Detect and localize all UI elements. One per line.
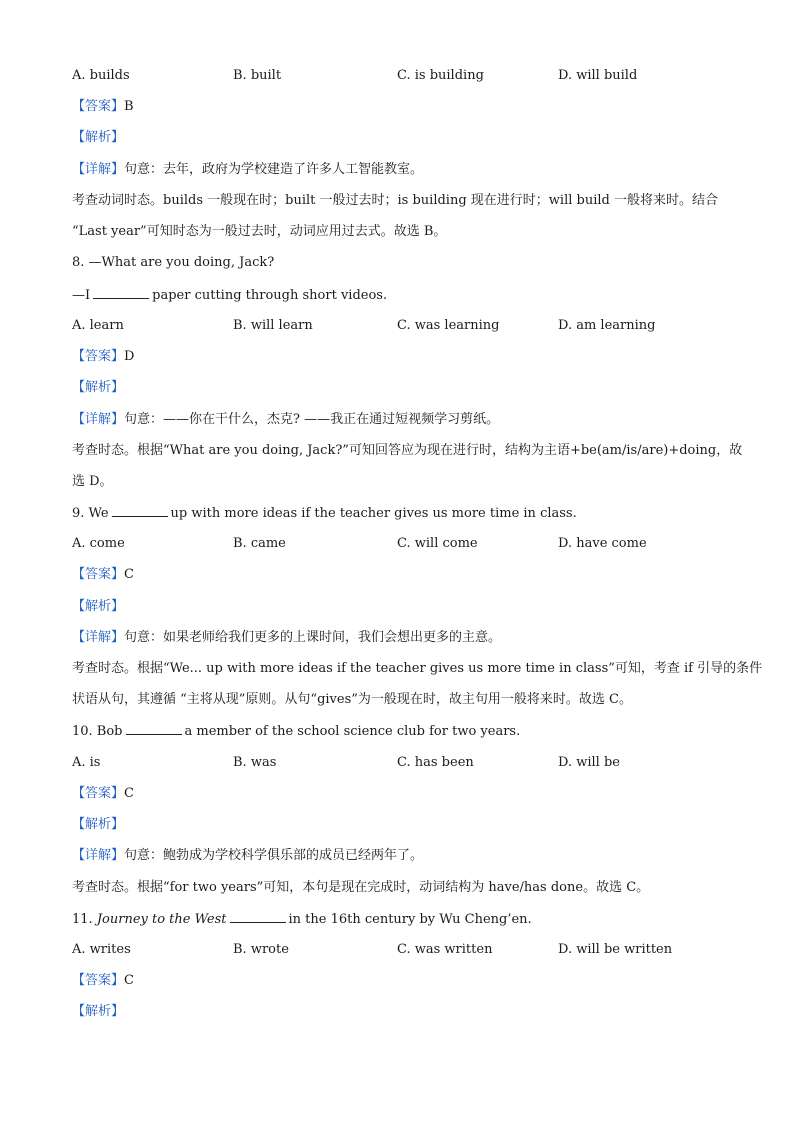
q8-option-c: C. was learning [397,318,500,333]
q10-stem-prefix: 10. Bob [72,724,123,739]
q10-explain-line-1: 考查时态。根据“for two years”可知，本句是现在完成时，动词结构为 have/has done。故选 C。 [72,880,650,895]
answer-tag: 【答案】 [72,99,125,114]
q7-option-b: B. built [233,68,282,83]
q11-option-b: B. wrote [233,942,289,957]
analysis-tag: 【解析】 [72,599,125,614]
q9-stem-suffix: up with more ideas if the teacher gives us more time in class. [170,506,577,521]
answer-blank [112,505,168,517]
q8-option-b: B. will learn [233,318,313,333]
q9-detail [72,630,734,646]
detail-text: 句意：去年，政府为学校建造了许多人工智能教室。 [124,162,424,177]
q9-stem-prefix: 9. We [72,506,109,521]
q8-stem-suffix: paper cutting through short videos. [152,288,388,303]
answer-value: C [124,786,134,801]
q11-option-d: D. will be written [558,942,673,957]
q10-option-b: B. was [233,755,277,770]
answer-blank [93,287,149,299]
q11-option-a: A. writes [72,942,131,957]
q8-stem-line-2 [72,287,734,304]
answer-blank [230,911,286,923]
q9-answer [72,567,734,583]
q10-option-a: A. is [72,755,101,770]
q10-analysis [72,817,734,833]
answer-value: C [124,567,134,582]
answer-value: D [124,349,135,364]
answer-tag: 【答案】 [72,973,125,988]
analysis-tag: 【解析】 [72,817,125,832]
q9-stem [72,505,734,522]
q11-stem-suffix: in the 16th century by Wu Cheng’en. [288,912,532,927]
q11-stem [72,911,734,928]
q7-detail [72,162,734,178]
q9-explain-line-1: 考查时态。根据“We... up with more ideas if the teacher gives us more time in class”可知，考查 if 引导的条件 [72,661,763,676]
q9-option-b: B. came [233,536,286,551]
answer-tag: 【答案】 [72,786,125,801]
answer-value: C [124,973,134,988]
q7-explain-line-2: “Last year”可知时态为一般过去时，动词应用过去式。故选 B。 [72,224,447,239]
detail-text: 句意：鲍勃成为学校科学俱乐部的成员已经两年了。 [124,848,424,863]
q9-option-a: A. come [72,536,125,551]
q7-answer [72,99,734,115]
detail-text: 句意：如果老师给我们更多的上课时间，我们会想出更多的主意。 [124,630,502,645]
q10-detail [72,848,734,864]
answer-blank [126,723,182,735]
analysis-tag: 【解析】 [72,130,125,145]
q11-answer [72,973,734,989]
q7-analysis [72,130,734,146]
answer-tag: 【答案】 [72,349,125,364]
q8-explain-line-1: 考查时态。根据“What are you doing, Jack?”可知回答应为现在进行时，结构为主语+be(am/is/are)+doing，故 [72,443,743,458]
q10-answer [72,786,734,802]
q7-option-a: A. builds [72,68,130,83]
q8-detail [72,412,734,428]
q8-analysis [72,380,734,396]
q10-stem [72,723,734,740]
q8-explain-line-2: 选 D。 [72,474,113,489]
detail-tag: 【详解】 [72,630,125,645]
analysis-tag: 【解析】 [72,1004,125,1019]
q9-option-d: D. have come [558,536,647,551]
q10-option-d: D. will be [558,755,620,770]
detail-tag: 【详解】 [72,162,125,177]
detail-tag: 【详解】 [72,412,125,427]
q11-analysis [72,1004,734,1020]
q8-option-d: D. am learning [558,318,656,333]
q10-option-c: C. has been [397,755,474,770]
q8-stem-line-1: 8. —What are you doing, Jack? [72,255,275,270]
q7-option-d: D. will build [558,68,638,83]
analysis-tag: 【解析】 [72,380,125,395]
detail-tag: 【详解】 [72,848,125,863]
q7-option-c: C. is building [397,68,484,83]
q8-answer [72,349,734,365]
q10-stem-suffix: a member of the school science club for two years. [184,724,521,739]
q8-stem-prefix: —I [72,288,91,303]
q9-analysis [72,599,734,615]
q11-book-title: Journey to the West [96,912,227,927]
detail-text: 句意：——你在干什么，杰克? ——我正在通过短视频学习剪纸。 [124,412,500,427]
answer-value: B [124,99,134,114]
q8-option-a: A. learn [72,318,124,333]
q7-explain-line-1: 考查动词时态。builds 一般现在时；built 一般过去时；is building 现在进行时；will build 一般将来时。结合 [72,193,718,208]
q9-option-c: C. will come [397,536,478,551]
answer-tag: 【答案】 [72,567,125,582]
q9-explain-line-2: 状语从句，其遵循 “主将从现”原则。从句“gives”为一般现在时，故主句用一般将来时。故选 C。 [72,692,632,707]
q11-option-c: C. was written [397,942,493,957]
q11-number: 11. [72,912,93,927]
